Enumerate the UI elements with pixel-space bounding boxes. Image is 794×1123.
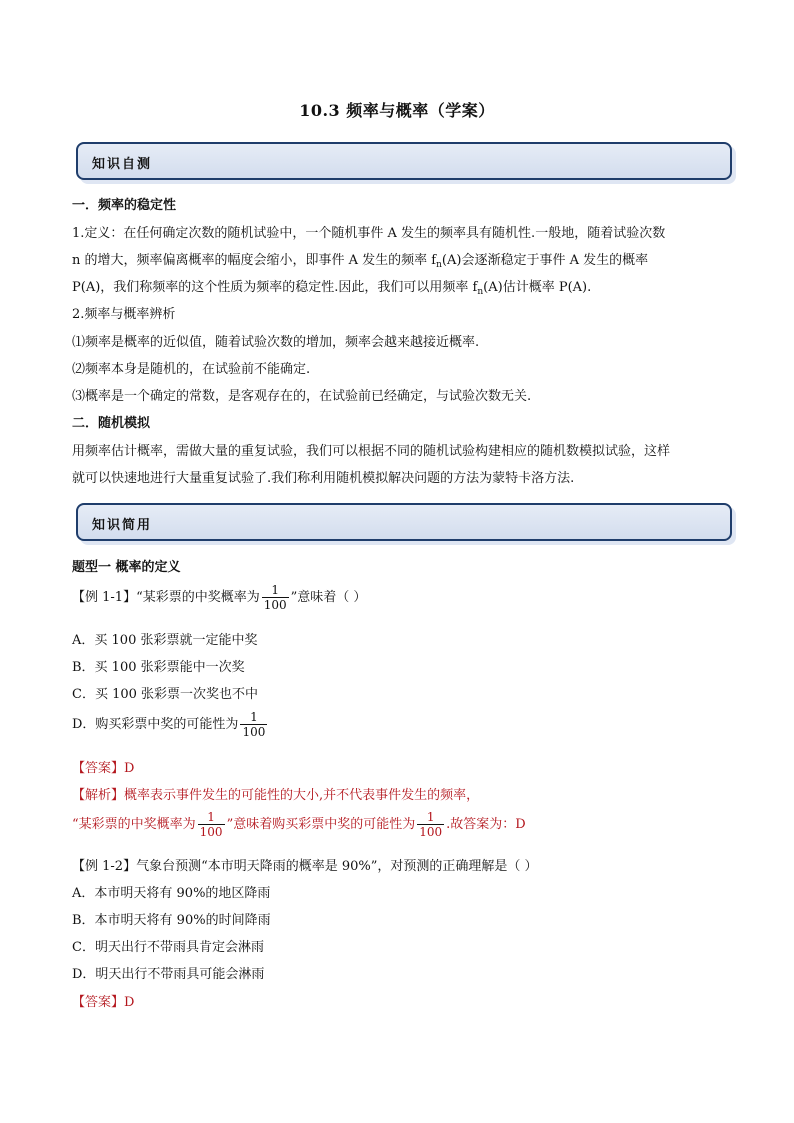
section-header-label: 知识自测 <box>92 157 153 172</box>
answer-line <box>72 757 134 776</box>
list-item: ⑴频率是概率的近似值，随着试验次数的增加，频率会越来越接近概率. <box>72 335 480 350</box>
section-header-knowledge-use <box>76 503 732 541</box>
list-item: ⑶概率是一个确定的常数，是客观存在的，在试验前已经确定，与试验次数无关. <box>72 389 532 404</box>
section-header-label: 知识简用 <box>92 518 153 533</box>
option-a: A．买 100 张彩票就一定能中奖 <box>72 633 258 648</box>
question-type-heading: 题型一 概率的定义 <box>72 560 181 575</box>
answer-tag: 【答案】 <box>72 995 125 1010</box>
fraction: $\frac{1}{100}$ <box>199 810 223 839</box>
example-1-2-stem: 【例 1-2】气象台预测“本市明天降雨的概率是 90%”，对预测的正确理解是（ ） <box>72 859 538 874</box>
answer-value: D <box>124 995 135 1010</box>
analysis-line: “某彩票的中奖概率为 $\frac{1}{100}$ ”意味着购买彩票中奖的可能性为 $\frac{1}{100}$ .故答案为：D <box>72 810 526 839</box>
list-item: ⑵频率本身是随机的，在试验前不能确定. <box>72 362 311 377</box>
heading-random-simulation: 二．随机模拟 <box>72 416 151 431</box>
option-c: C．明天出行不带雨具肯定会淋雨 <box>72 940 264 955</box>
answer-tag: 【答案】 <box>72 761 125 776</box>
fraction: $\frac{1}{100}$ <box>419 810 443 839</box>
option-d: D．明天出行不带雨具可能会淋雨 <box>72 967 265 982</box>
option-c: C．买 100 张彩票一次奖也不中 <box>72 687 259 702</box>
answer-value: D <box>124 761 135 776</box>
page-title: 10.3 频率与概率（学案） <box>299 101 495 120</box>
option-b: B．本市明天将有 90%的时间降雨 <box>72 913 271 928</box>
paragraph-line: 1.定义：在任何确定次数的随机试验中，一个随机事件 A 发生的频率具有随机性.一般地，随着试验次数 <box>72 226 666 241</box>
example-1-1-stem: 【例 1-1】“某彩票的中奖概率为 $\frac{1}{100}$ ”意味着（ ） <box>72 583 367 612</box>
fraction: $\frac{1}{100}$ <box>263 583 287 612</box>
option-b: B．买 100 张彩票能中一次奖 <box>72 660 245 675</box>
subheading-frequency-vs-probability: 2.频率与概率辨析 <box>72 307 176 322</box>
answer-line <box>72 991 134 1010</box>
option-a: A．本市明天将有 90%的地区降雨 <box>72 886 271 901</box>
section-header-knowledge-check <box>76 142 732 180</box>
paragraph-line: n 的增大，频率偏离概率的幅度会缩小，即事件 A 发生的频率 $f_n(A)$会逐渐稳定于事件 A 发生的概率 <box>72 253 649 270</box>
heading-frequency-stability: 一．频率的稳定性 <box>72 198 177 213</box>
paragraph-line: 就可以快速地进行大量重复试验了.我们称利用随机模拟解决问题的方法为蒙特卡洛方法. <box>72 471 575 486</box>
paragraph-line: P(A)，我们称频率的这个性质为频率的稳定性.因此，我们可以用频率 $f_n(A)$估计概率 P(A). <box>72 280 592 297</box>
analysis-tag: 【解析】 <box>72 788 125 803</box>
fraction: $\frac{1}{100}$ <box>242 710 266 739</box>
analysis-line: 【解析】概率表示事件发生的可能性的大小,并不代表事件发生的频率， <box>72 788 480 803</box>
option-d: D．购买彩票中奖的可能性为 $\frac{1}{100}$ <box>72 710 266 739</box>
paragraph-line: 用频率估计概率，需做大量的重复试验，我们可以根据不同的随机试验构建相应的随机数模拟试验，这样 <box>72 444 671 459</box>
